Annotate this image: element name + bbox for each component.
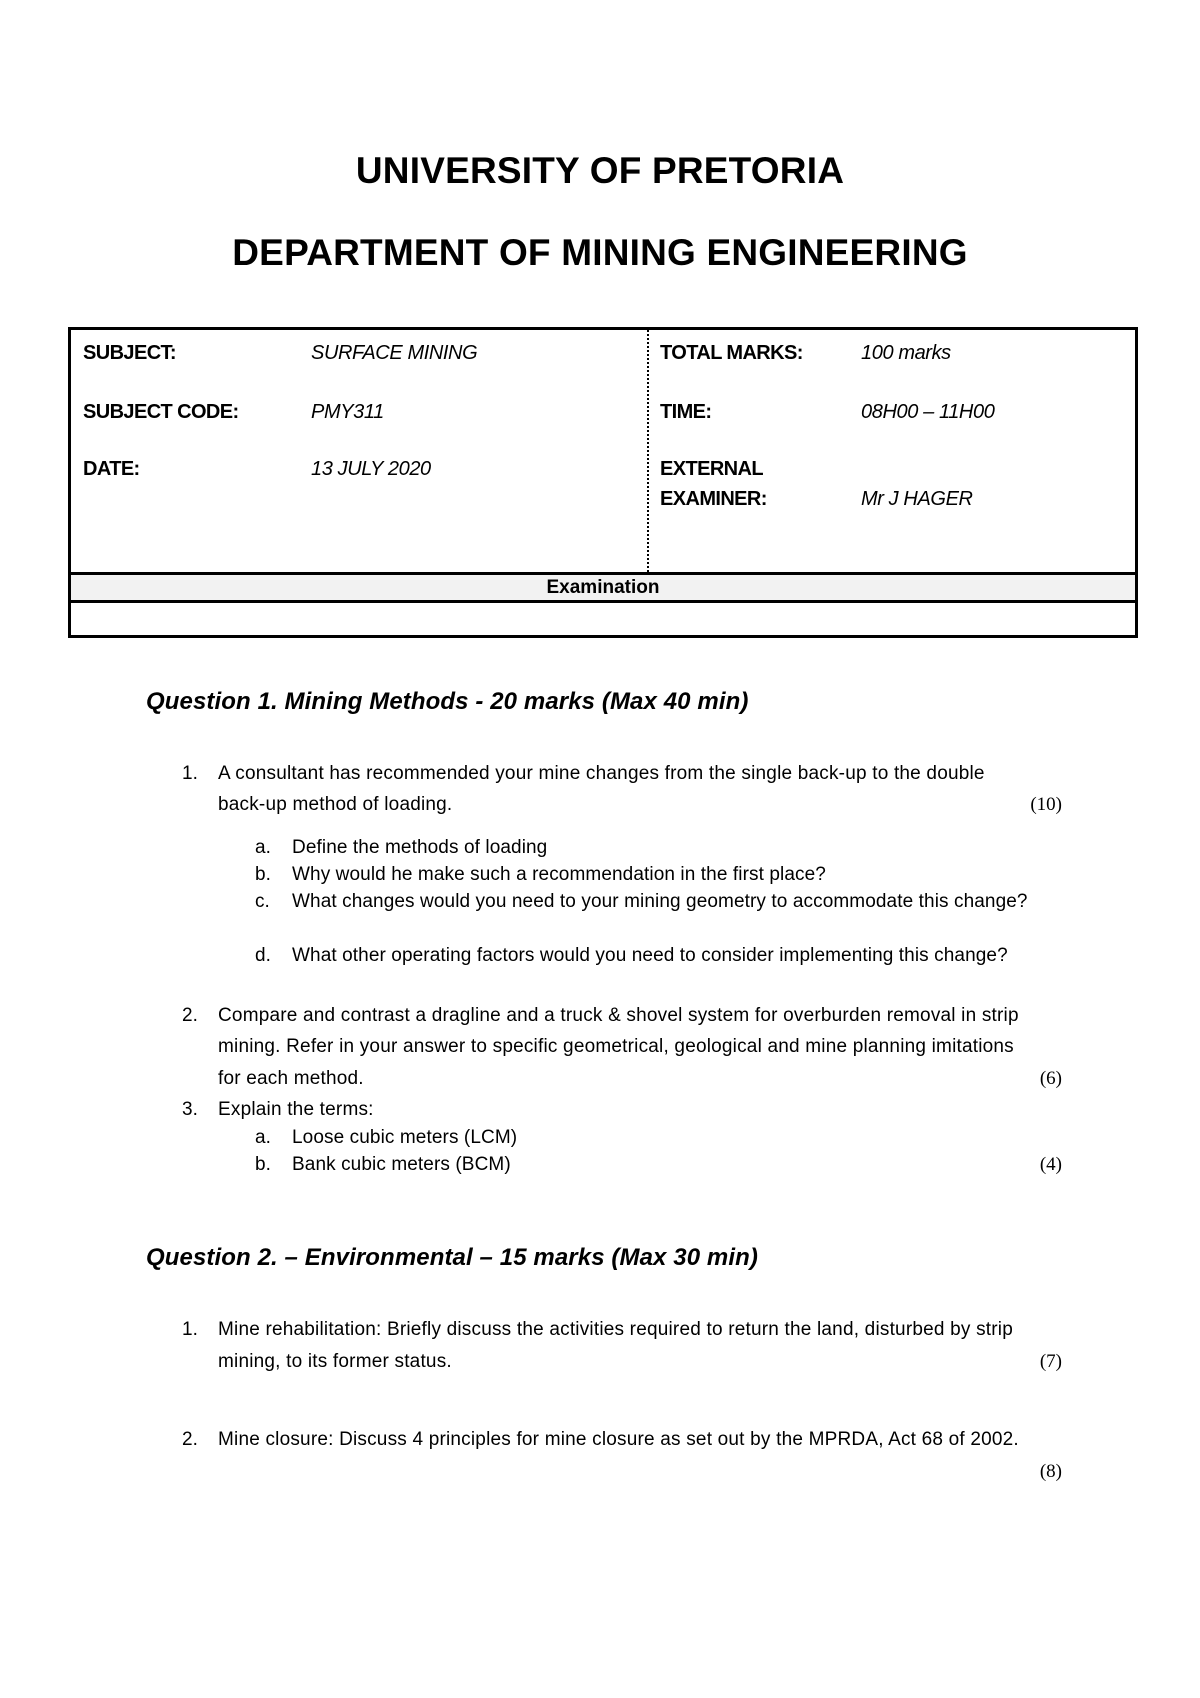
- q1-1-sub-a-text: Define the methods of loading: [292, 837, 548, 858]
- q1-item-2-line-3: for each method.: [218, 1068, 364, 1089]
- question-2-heading: Question 2. – Environmental – 15 marks (Max 30 min): [146, 1244, 758, 1271]
- q1-item-2-marks: (6): [1039, 1068, 1062, 1089]
- date-value: 13 JULY 2020: [311, 458, 431, 480]
- q2-item-1-line-1: Mine rehabilitation: Briefly discuss the activities required to return the land, disturbed by strip: [218, 1319, 1013, 1340]
- university-title: UNIVERSITY OF PRETORIA: [355, 150, 845, 191]
- q1-item-3-number: 3.: [182, 1099, 198, 1120]
- q2-item-1-marks: (7): [1039, 1351, 1062, 1372]
- q1-1-sub-d-letter: d.: [255, 945, 271, 966]
- q1-1-sub-d-text: What other operating factors would you need to consider implementing this change?: [292, 945, 1008, 966]
- q1-1-sub-c-text: What changes would you need to your mining geometry to accommodate this change?: [292, 891, 1028, 912]
- blank-row: [71, 603, 1135, 635]
- q1-item-2-line-2: mining. Refer in your answer to specific geometrical, geological and mine planning imitations: [218, 1036, 1014, 1057]
- q1-item-1-line-2: back-up method of loading.: [218, 794, 453, 815]
- examination-bar: Examination: [71, 572, 1135, 603]
- q1-3-sub-b-letter: b.: [255, 1154, 271, 1175]
- q1-3-sub-a-text: Loose cubic meters (LCM): [292, 1127, 518, 1148]
- subject-value: SURFACE MINING: [311, 342, 478, 364]
- q1-1-sub-a-letter: a.: [255, 837, 271, 858]
- q1-item-1-line-1: A consultant has recommended your mine changes from the single back-up to the double: [218, 763, 985, 784]
- q1-3-sub-a-letter: a.: [255, 1127, 271, 1148]
- q1-1-sub-b-text: Why would he make such a recommendation in the first place?: [292, 864, 826, 885]
- date-label: DATE:: [83, 458, 140, 480]
- q1-item-3-line-1: Explain the terms:: [218, 1099, 374, 1120]
- q2-item-1-number: 1.: [182, 1319, 198, 1340]
- time-value: 08H00 – 11H00: [861, 401, 995, 423]
- q2-item-1-line-2: mining, to its former status.: [218, 1351, 452, 1372]
- subject-label: SUBJECT:: [83, 342, 176, 364]
- q1-1-sub-b-letter: b.: [255, 864, 271, 885]
- examiner-label: EXAMINER:: [660, 488, 767, 510]
- q1-item-3-marks: (4): [1039, 1154, 1062, 1175]
- q1-item-1-marks: (10): [1030, 794, 1062, 815]
- examiner-value: Mr J HAGER: [861, 488, 973, 510]
- q1-1-sub-c-letter: c.: [255, 891, 270, 912]
- q1-item-1-number: 1.: [182, 763, 198, 784]
- subject-code-value: PMY311: [311, 401, 384, 423]
- q1-3-sub-b-text: Bank cubic meters (BCM): [292, 1154, 511, 1175]
- q2-item-2-line-1: Mine closure: Discuss 4 principles for mine closure as set out by the MPRDA, Act 68 of 2002.: [218, 1429, 1019, 1450]
- q1-item-2-line-1: Compare and contrast a dragline and a truck & shovel system for overburden removal in strip: [218, 1005, 1019, 1026]
- exam-info-box: [68, 327, 1138, 638]
- time-label: TIME:: [660, 401, 712, 423]
- q2-item-2-marks: (8): [1039, 1461, 1062, 1482]
- column-divider: [647, 330, 649, 572]
- question-1-heading: Question 1. Mining Methods - 20 marks (Max 40 min): [146, 688, 749, 715]
- department-title: DEPARTMENT OF MINING ENGINEERING: [232, 232, 968, 273]
- exam-info-fields: [71, 330, 1135, 572]
- q2-item-2-number: 2.: [182, 1429, 198, 1450]
- q1-item-2-number: 2.: [182, 1005, 198, 1026]
- total-marks-label: TOTAL MARKS:: [660, 342, 803, 364]
- external-label: EXTERNAL: [660, 458, 763, 480]
- subject-code-label: SUBJECT CODE:: [83, 401, 239, 423]
- total-marks-value: 100 marks: [861, 342, 951, 364]
